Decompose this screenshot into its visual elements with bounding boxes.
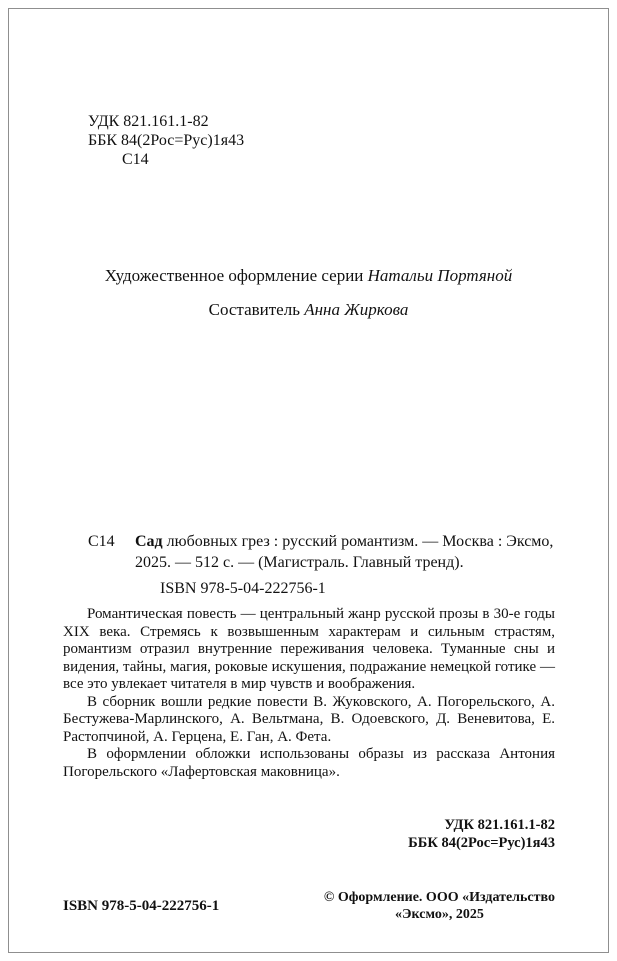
compiler-credit-label: Составитель: [208, 300, 305, 319]
top-classification-codes: [88, 112, 244, 169]
bbk-code: ББК 84(2Рос=Рус)1я43: [88, 132, 245, 149]
footer-isbn: ISBN 978-5-04-222756-1: [63, 898, 220, 914]
catalog-card-block: [88, 531, 556, 599]
catalog-entry: [135, 531, 556, 573]
catalog-author-sign: С14: [88, 533, 115, 550]
series-designer-name: Натальи Портяной: [367, 266, 513, 285]
annotation-block: [63, 606, 555, 781]
copyright-line-2: «Эксмо», 2025: [395, 907, 484, 922]
book-title-lead: Сад: [135, 533, 163, 550]
copyright-notice: [324, 889, 555, 923]
catalog-isbn: ISBN 978-5-04-222756-1: [160, 580, 326, 597]
catalog-entry-text: любовных грез : русский романтизм. — Москва : Эксмо, 2025. — 512 с. — (Магистраль. Главный тренд).: [135, 533, 554, 571]
annotation-paragraph: Романтическая повесть — центральный жанр русской прозы в 30-е годы XIX века. Стремясь к возвышенным характерам и сильным страстям, романтизм отразил внутренние переживания человека. Туманные сны и видения, тайны, магия, роковые искушения, подражание немецкой готике — все это увлекает читателя в мир чувств и воображения.: [63, 606, 555, 692]
catalog-entry-row: [88, 531, 556, 573]
bottom-udk-code: УДК 821.161.1-82: [444, 817, 555, 833]
series-design-credit-label: Художественное оформление серии: [104, 266, 368, 285]
udk-code: УДК 821.161.1-82: [88, 113, 209, 130]
author-sign-code: С14: [122, 151, 149, 168]
annotation-paragraph: В сборник вошли редкие повести В. Жуковского, А. Погорельского, А. Бестужева-Марлинского, А. Вельтмана, В. Одоевского, Д. Веневитова, Е. Растопчиной, А. Герцена, Е. Ган, А. Фета.: [63, 693, 555, 745]
credits-block: [0, 266, 617, 320]
compiler-credit: [0, 300, 617, 320]
copyright-line-1: © Оформление. ООО «Издательство: [323, 890, 555, 905]
bottom-bbk-code: ББК 84(2Рос=Рус)1я43: [408, 835, 555, 851]
bottom-classification-codes: [408, 816, 555, 852]
series-design-credit: [0, 266, 617, 286]
annotation-paragraph: В оформлении обложки использованы образы из рассказа Антония Погорельского «Лафертовская маковница».: [63, 746, 555, 780]
compiler-name: Анна Жиркова: [304, 300, 409, 319]
